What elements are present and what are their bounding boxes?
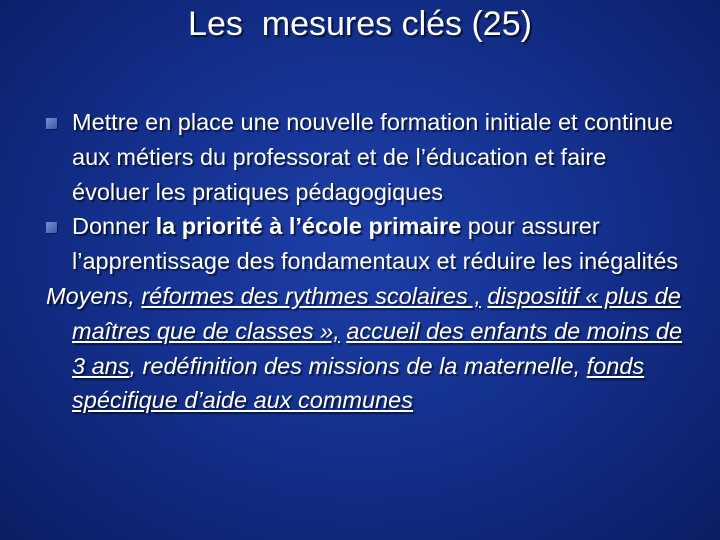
moyens-item-dispositif: dispositif « plus de maîtres que de classes », — [72, 282, 681, 344]
moyens-item-accueil: accueil des enfants de moins de 3 ans — [72, 317, 683, 379]
square-bullet-icon — [46, 222, 57, 233]
slide-body — [46, 105, 686, 418]
bullet-item — [46, 209, 686, 279]
bullet-text-bold: la priorité à l’école primaire — [155, 213, 462, 240]
moyens-paragraph — [46, 279, 686, 418]
bullet-text: Mettre en place une nouvelle formation initiale et continue aux métiers du professorat et de l’éducation et faire évoluer les pratiques pédagogiques — [72, 109, 673, 205]
moyens-item-rythmes: réformes des rythmes scolaires , — [141, 282, 481, 309]
slide-title: Les mesures clés (25) — [188, 5, 532, 43]
moyens-label: Moyens, — [46, 282, 142, 309]
moyens-separator: , redéfinition des missions de la maternelle, — [129, 352, 587, 379]
bullet-item — [46, 105, 686, 209]
square-bullet-icon — [46, 118, 57, 129]
bullet-text-post: pour assurer l’apprentissage des fondamentaux et réduire les inégalités — [72, 213, 679, 275]
bullet-text-pre: Donner — [72, 213, 156, 240]
moyens-item-fonds: fonds spécifique d’aide aux communes — [72, 352, 645, 414]
